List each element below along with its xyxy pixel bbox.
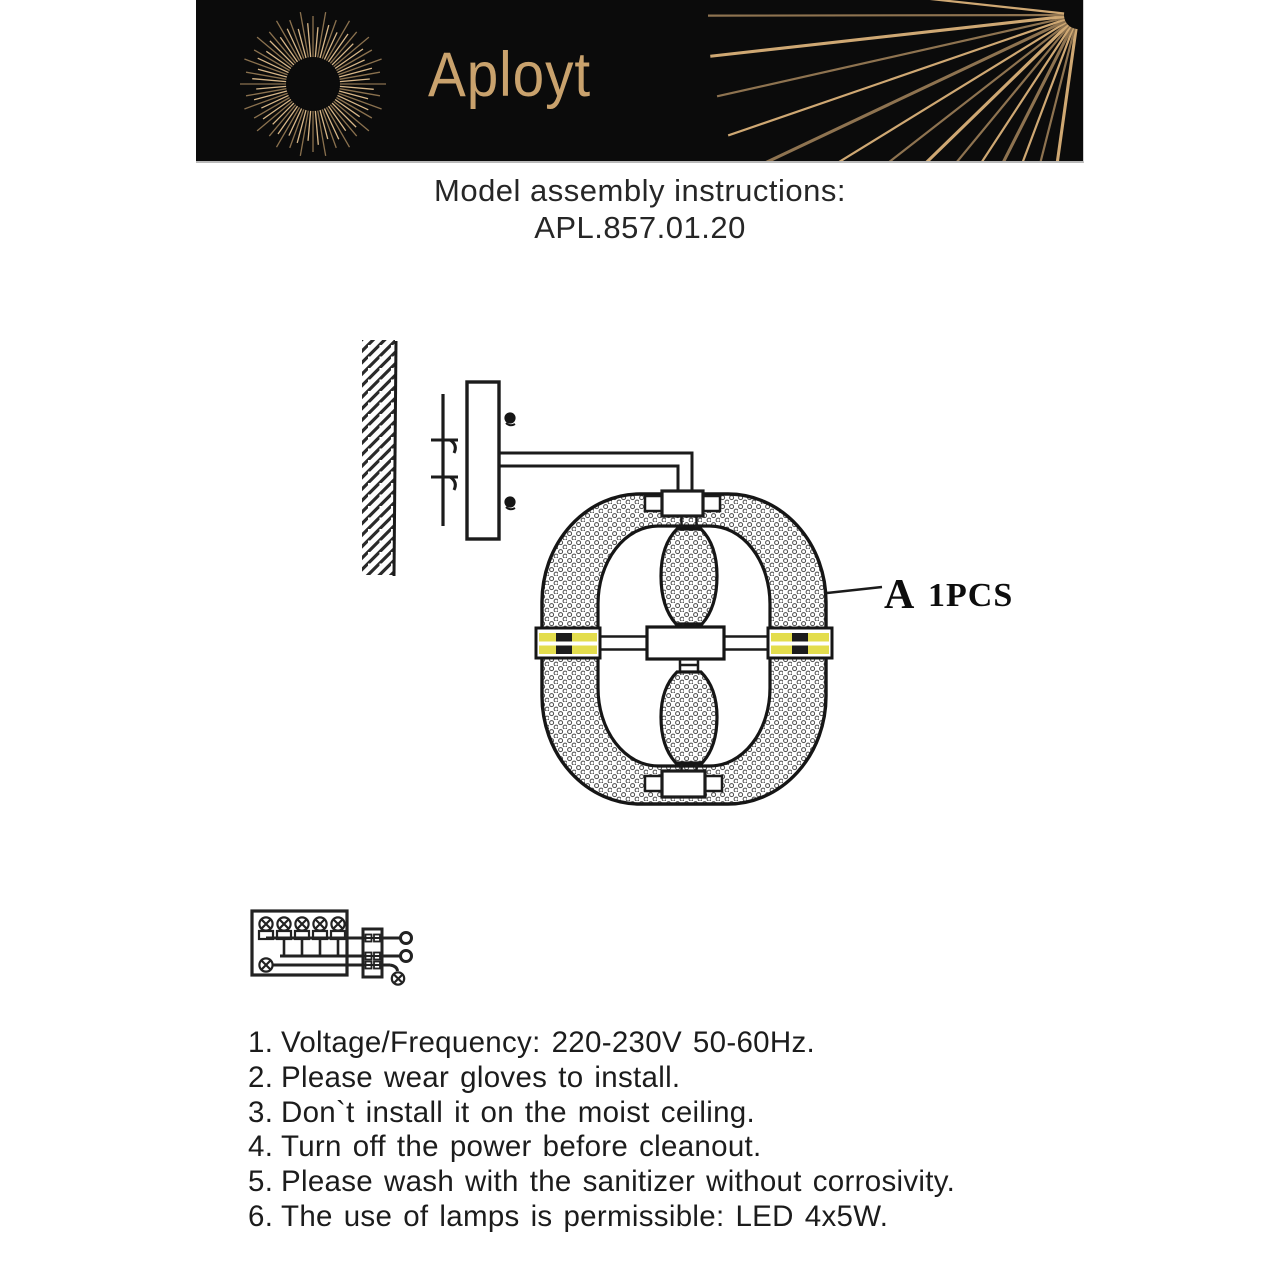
- model-code: APL.857.01.20: [534, 210, 746, 245]
- title-block: [0, 172, 1280, 246]
- item-text: Turn off the power before cleanout.: [281, 1130, 762, 1164]
- part-leader-line: [827, 587, 882, 593]
- part-qty: 1PCS: [928, 577, 1014, 614]
- bulb-neck-mid-lower: [680, 659, 698, 672]
- item-text: Please wear gloves to install.: [281, 1060, 681, 1094]
- terminal-screws: [259, 917, 345, 939]
- instruction-item: [248, 1165, 1068, 1200]
- item-number: 2.: [248, 1060, 274, 1094]
- mounting-plate: [467, 382, 499, 539]
- instruction-item: [248, 1096, 1068, 1131]
- ring-collar-right: [768, 628, 832, 658]
- assembly-diagram: [240, 330, 1040, 1020]
- wall-hatch: [362, 340, 396, 576]
- item-number: 3.: [248, 1095, 274, 1129]
- item-number: 5.: [248, 1165, 274, 1199]
- page-title: Model assembly instructions:: [434, 173, 846, 208]
- item-number: 1.: [248, 1026, 274, 1059]
- instruction-item: [248, 1130, 1068, 1165]
- ring-collar-left: [536, 628, 600, 658]
- item-text: Voltage/Frequency: 220-230V 50-60Hz.: [281, 1026, 816, 1059]
- item-number: 4.: [248, 1130, 274, 1164]
- instruction-item: [248, 1026, 1068, 1061]
- lamp-bulb-lower: [661, 672, 717, 763]
- item-text: The use of lamps is permissible: LED 4x5W.: [281, 1199, 889, 1233]
- banner-decoration: [196, 0, 1083, 161]
- corner-rays-decoration: [708, 0, 1076, 161]
- ground-screw: [259, 958, 272, 971]
- instruction-item: [248, 1061, 1068, 1096]
- part-label: A: [884, 572, 915, 618]
- mounting-screw-line: [431, 394, 458, 526]
- brand-name: Aployt: [428, 40, 591, 110]
- sunburst-core: [287, 58, 339, 110]
- wiring-diagram: [252, 911, 412, 985]
- item-text: Don`t install it on the moist ceiling.: [281, 1095, 756, 1129]
- terminal-block: [363, 929, 382, 977]
- instructions-list: [248, 1026, 1068, 1235]
- wire-end-2: [401, 951, 412, 962]
- header-banner: [196, 0, 1084, 163]
- wire-end-1: [401, 933, 412, 944]
- center-hub: [647, 627, 724, 659]
- instruction-item: [248, 1200, 1068, 1235]
- lamp-bulb-upper: [661, 529, 717, 624]
- item-number: 6.: [248, 1199, 274, 1233]
- item-text: Please wash with the sanitizer without corrosivity.: [281, 1165, 956, 1199]
- lamp-arm: [499, 453, 692, 492]
- wire-end-ground: [392, 972, 404, 984]
- plate-screws: [504, 412, 515, 509]
